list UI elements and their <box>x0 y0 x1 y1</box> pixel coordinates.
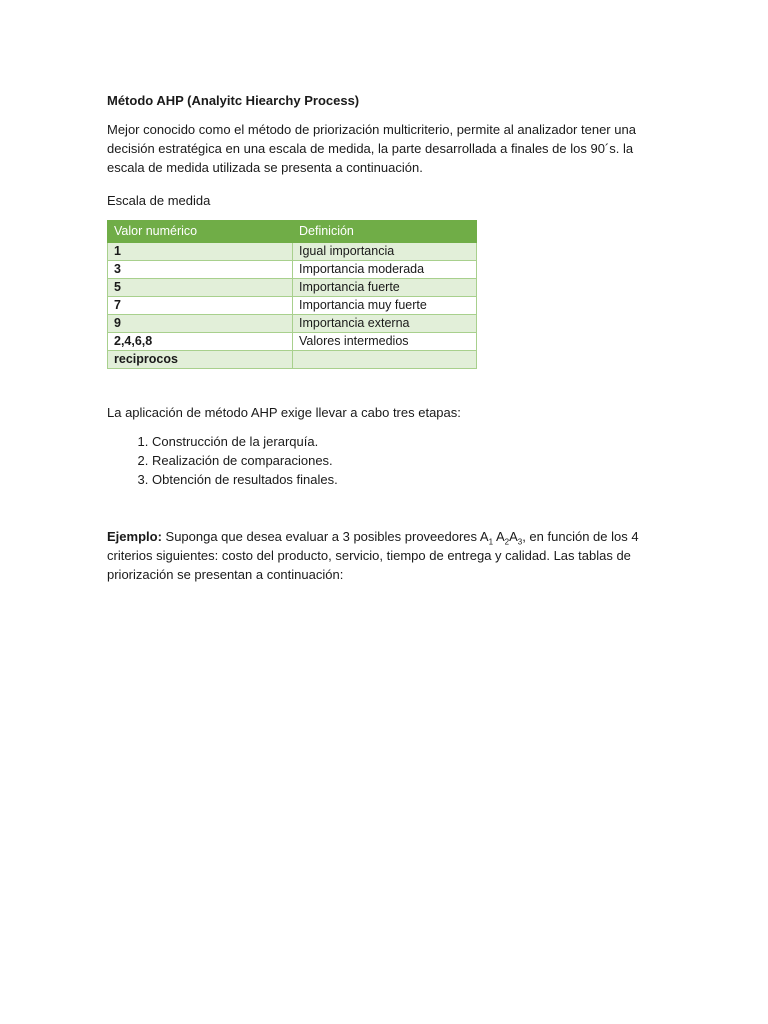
apply-paragraph: La aplicación de método AHP exige llevar a cabo tres etapas: <box>107 405 461 420</box>
table-cell-definition <box>293 351 477 369</box>
table-cell-definition: Importancia moderada <box>293 261 477 279</box>
table-row <box>108 243 477 261</box>
table-header-value: Valor numérico <box>108 221 293 243</box>
example-mid-2: A <box>509 529 518 544</box>
table-cell-definition: Valores intermedios <box>293 333 477 351</box>
table-header-row <box>108 221 477 243</box>
scale-label: Escala de medida <box>107 193 211 208</box>
document-title: Método AHP (Analyitc Hiearchy Process) <box>107 93 360 108</box>
steps-list <box>107 432 667 489</box>
subscript-3: 3 <box>517 537 523 547</box>
table-cell-value: 7 <box>108 297 293 315</box>
subscript-1: 1 <box>488 537 494 547</box>
table-row <box>108 351 477 369</box>
table-cell-definition: Importancia externa <box>293 315 477 333</box>
example-label: Ejemplo: <box>107 529 162 544</box>
intro-paragraph: Mejor conocido como el método de priorización multicriterio, permite al analizador tener una decisión estratégica en una escala de medida, la parte desarrollada a finales de los 90´s. la escala de medida utilizada se presenta a continuación. <box>107 122 636 175</box>
table-cell-definition: Importancia muy fuerte <box>293 297 477 315</box>
table-cell-value: reciprocos <box>108 351 293 369</box>
example-text-after: , en función de los 4 criterios siguientes: costo del producto, servicio, tiempo de entrega y calidad. Las tablas de priorización se presentan a continuación: <box>107 529 639 582</box>
table-row <box>108 261 477 279</box>
table-cell-definition: Igual importancia <box>293 243 477 261</box>
example-text-before: Suponga que desea evaluar a 3 posibles proveedores A <box>161 529 489 544</box>
example-paragraph <box>107 527 667 584</box>
table-cell-value: 3 <box>108 261 293 279</box>
list-item: 1. Construcción de la jerarquía. <box>152 432 667 451</box>
list-item: 2. Realización de comparaciones. <box>152 451 667 470</box>
table-row <box>108 333 477 351</box>
subscript-2: 2 <box>504 537 510 547</box>
list-item: 3. Obtención de resultados finales. <box>152 470 667 489</box>
table-row <box>108 315 477 333</box>
example-mid-1: A <box>493 529 505 544</box>
table-cell-definition: Importancia fuerte <box>293 279 477 297</box>
table-cell-value: 9 <box>108 315 293 333</box>
table-row <box>108 297 477 315</box>
document-page <box>107 91 667 584</box>
scale-table <box>107 220 477 369</box>
table-row <box>108 279 477 297</box>
table-cell-value: 5 <box>108 279 293 297</box>
table-header-definition: Definición <box>293 221 477 243</box>
table-cell-value: 2,4,6,8 <box>108 333 293 351</box>
table-cell-value: 1 <box>108 243 293 261</box>
